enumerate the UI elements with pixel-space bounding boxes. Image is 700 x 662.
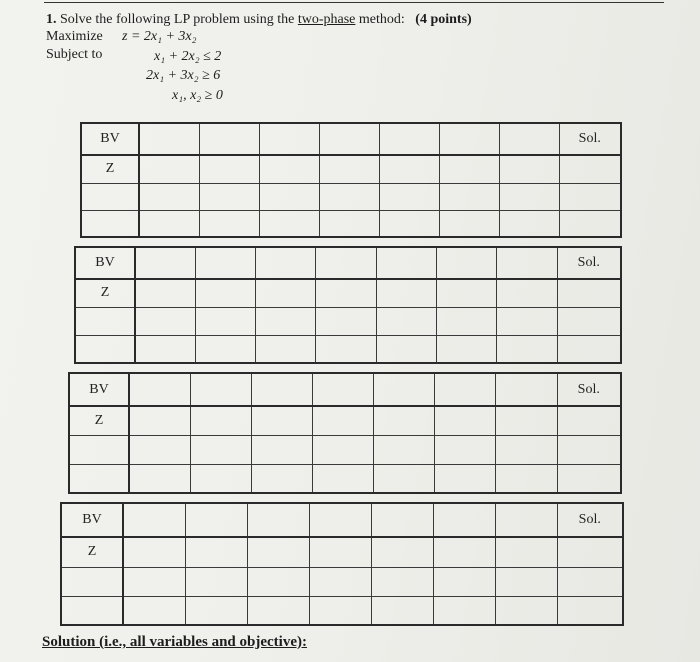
tableau-cell[interactable] xyxy=(497,307,557,335)
tableau-cell[interactable] xyxy=(195,279,255,307)
tableau-cell[interactable] xyxy=(139,123,199,155)
tableau-cell[interactable] xyxy=(374,373,435,406)
top-rule xyxy=(44,2,664,3)
basic-variable-cell[interactable] xyxy=(75,335,135,363)
basic-variable-cell[interactable] xyxy=(61,567,123,596)
tableau-cell[interactable] xyxy=(319,155,379,183)
tableau-cell[interactable] xyxy=(557,406,621,435)
tableau-cell[interactable] xyxy=(123,537,185,567)
sol-header: Sol. xyxy=(557,373,621,406)
bv-header: BV xyxy=(81,123,139,155)
tableau-cell[interactable] xyxy=(435,406,496,435)
tableau-cell[interactable] xyxy=(316,307,376,335)
tableau-cell[interactable] xyxy=(497,247,557,279)
tableau-cell[interactable] xyxy=(190,435,251,464)
tableau-cell[interactable] xyxy=(433,537,495,567)
tableau-cell[interactable] xyxy=(497,279,557,307)
tableau-cell[interactable] xyxy=(185,567,247,596)
tableau-cell[interactable] xyxy=(190,373,251,406)
method-name: two-phase xyxy=(297,12,356,27)
tableau-cell[interactable] xyxy=(379,183,439,210)
tableau-cell[interactable] xyxy=(559,155,621,183)
tableau-cell[interactable] xyxy=(309,596,371,625)
tableau-cell[interactable] xyxy=(135,279,195,307)
tableau-cell[interactable] xyxy=(247,537,309,567)
tableau-cell[interactable] xyxy=(557,307,621,335)
problem-intro: Solve the following LP problem using the xyxy=(60,12,295,27)
tableau-cell[interactable] xyxy=(499,123,559,155)
tableau-cell[interactable] xyxy=(371,503,433,537)
tableau-cell[interactable] xyxy=(495,503,557,537)
tableau-cell[interactable] xyxy=(139,210,199,237)
tableau-cell[interactable] xyxy=(435,464,496,493)
tableau-cell[interactable] xyxy=(135,307,195,335)
tableau-cell[interactable] xyxy=(374,406,435,435)
z-row-label: Z xyxy=(69,406,129,435)
tableau-cell[interactable] xyxy=(371,567,433,596)
tableau-cell[interactable] xyxy=(499,210,559,237)
tableau-cell[interactable] xyxy=(435,373,496,406)
tableau-cell[interactable] xyxy=(495,567,557,596)
tableau-cell[interactable] xyxy=(251,373,312,406)
tableau-cell[interactable] xyxy=(185,596,247,625)
simplex-tableau-3 xyxy=(68,372,622,494)
problem-intro-end: method: xyxy=(358,12,405,27)
tableau-cell[interactable] xyxy=(557,279,621,307)
tableau-cell[interactable] xyxy=(433,567,495,596)
tableau-cell[interactable] xyxy=(496,435,557,464)
tableau-cell[interactable] xyxy=(195,247,255,279)
tableau-cell[interactable] xyxy=(199,210,259,237)
tableau-cell[interactable] xyxy=(259,155,319,183)
tableau-cell[interactable] xyxy=(371,596,433,625)
subject-to-label: Subject to xyxy=(46,47,103,62)
tableau-cell[interactable] xyxy=(195,307,255,335)
simplex-tableau-2 xyxy=(74,246,622,364)
tableau-cell[interactable] xyxy=(251,435,312,464)
tableau-cell[interactable] xyxy=(316,279,376,307)
sol-header: Sol. xyxy=(557,247,621,279)
tableau-cell[interactable] xyxy=(557,567,623,596)
maximize-label: Maximize xyxy=(46,29,103,44)
tableau-cell[interactable] xyxy=(499,155,559,183)
z-row-label: Z xyxy=(61,537,123,567)
tableau-cell[interactable] xyxy=(256,307,316,335)
solution-prompt: Solution (i.e., all variables and objective): xyxy=(42,634,307,650)
tableau-cell[interactable] xyxy=(559,210,621,237)
tableau-cell[interactable] xyxy=(316,335,376,363)
tableau-cell[interactable] xyxy=(376,307,436,335)
tableau-cell[interactable] xyxy=(376,247,436,279)
tableau-cell[interactable] xyxy=(309,503,371,537)
tableau-cell[interactable] xyxy=(129,464,190,493)
tableau-cell[interactable] xyxy=(135,335,195,363)
tableau-cell[interactable] xyxy=(312,373,373,406)
tableau-cell[interactable] xyxy=(185,537,247,567)
constraint-1: x₁ + 2x₂ ≤ 2 xyxy=(154,49,222,64)
tableau-cell[interactable] xyxy=(129,406,190,435)
basic-variable-cell[interactable] xyxy=(69,435,129,464)
tableau-cell[interactable] xyxy=(433,596,495,625)
tableau-cell[interactable] xyxy=(256,279,316,307)
tableau-cell[interactable] xyxy=(199,183,259,210)
problem-number: 1. xyxy=(46,12,57,27)
basic-variable-cell[interactable] xyxy=(81,210,139,237)
tableau-cell[interactable] xyxy=(123,503,185,537)
tableau-cell[interactable] xyxy=(557,464,621,493)
tableau-cell[interactable] xyxy=(374,435,435,464)
tableau-cell[interactable] xyxy=(319,183,379,210)
tableau-cell[interactable] xyxy=(495,596,557,625)
tableau-cell[interactable] xyxy=(379,123,439,155)
simplex-tableau-4 xyxy=(60,502,624,626)
tableau-cell[interactable] xyxy=(439,210,499,237)
tableau-cell[interactable] xyxy=(195,335,255,363)
tableau-cell[interactable] xyxy=(376,279,436,307)
tableau-cell[interactable] xyxy=(436,307,496,335)
tableau-cell[interactable] xyxy=(139,183,199,210)
tableau-cell[interactable] xyxy=(247,503,309,537)
tableau-cell[interactable] xyxy=(251,464,312,493)
tableau-cell[interactable] xyxy=(439,155,499,183)
tableau-cell[interactable] xyxy=(251,406,312,435)
basic-variable-cell[interactable] xyxy=(75,307,135,335)
basic-variable-cell[interactable] xyxy=(81,183,139,210)
tableau-cell[interactable] xyxy=(129,435,190,464)
bv-header: BV xyxy=(61,503,123,537)
tableau-cell[interactable] xyxy=(316,247,376,279)
tableau-cell[interactable] xyxy=(557,335,621,363)
tableau-cell[interactable] xyxy=(436,279,496,307)
tableau-cell[interactable] xyxy=(247,567,309,596)
tableau-cell[interactable] xyxy=(185,503,247,537)
tableau-cell[interactable] xyxy=(439,183,499,210)
tableau-cell[interactable] xyxy=(319,123,379,155)
nonnegativity-constraint: x₁, x₂ ≥ 0 xyxy=(172,88,223,103)
bv-header: BV xyxy=(69,373,129,406)
tableau-cell[interactable] xyxy=(199,123,259,155)
tableau-cell[interactable] xyxy=(259,210,319,237)
tableau-cell[interactable] xyxy=(379,155,439,183)
tableau-cell[interactable] xyxy=(135,247,195,279)
tableau-cell[interactable] xyxy=(557,596,623,625)
constraint-2: 2x₁ + 3x₂ ≥ 6 xyxy=(146,68,221,83)
tableau-cell[interactable] xyxy=(436,335,496,363)
tableau-cell[interactable] xyxy=(129,373,190,406)
basic-variable-cell[interactable] xyxy=(69,464,129,493)
tableau-cell[interactable] xyxy=(439,123,499,155)
tableau-cell[interactable] xyxy=(496,406,557,435)
tableau-cell[interactable] xyxy=(376,335,436,363)
tableau-cell[interactable] xyxy=(139,155,199,183)
tableau-cell[interactable] xyxy=(557,537,623,567)
tableau-cell[interactable] xyxy=(496,373,557,406)
tableau-cell[interactable] xyxy=(379,210,439,237)
tableau-cell[interactable] xyxy=(190,406,251,435)
tableau-cell[interactable] xyxy=(319,210,379,237)
tableau-cell[interactable] xyxy=(123,596,185,625)
tableau-cell[interactable] xyxy=(374,464,435,493)
tableau-cell[interactable] xyxy=(499,183,559,210)
tableau-cell[interactable] xyxy=(435,435,496,464)
tableau-cell[interactable] xyxy=(495,537,557,567)
z-row-label: Z xyxy=(81,155,139,183)
tableau-cell[interactable] xyxy=(309,567,371,596)
tableau-cell[interactable] xyxy=(557,435,621,464)
z-row-label: Z xyxy=(75,279,135,307)
tableau-cell[interactable] xyxy=(559,183,621,210)
tableau-cell[interactable] xyxy=(309,537,371,567)
sol-header: Sol. xyxy=(557,503,623,537)
tableau-cell[interactable] xyxy=(123,567,185,596)
tableau-cell[interactable] xyxy=(497,335,557,363)
tableau-cell[interactable] xyxy=(259,183,319,210)
tableau-cell[interactable] xyxy=(433,503,495,537)
tableau-cell[interactable] xyxy=(312,406,373,435)
bv-header: BV xyxy=(75,247,135,279)
objective-function: z = 2x₁ + 3x₂ xyxy=(122,29,197,44)
tableau-cell[interactable] xyxy=(190,464,251,493)
tableau-cell[interactable] xyxy=(312,464,373,493)
tableau-cell[interactable] xyxy=(247,596,309,625)
tableau-cell[interactable] xyxy=(256,247,316,279)
tableau-cell[interactable] xyxy=(259,123,319,155)
tableau-cell[interactable] xyxy=(371,537,433,567)
tableau-cell[interactable] xyxy=(199,155,259,183)
tableau-cell[interactable] xyxy=(496,464,557,493)
basic-variable-cell[interactable] xyxy=(61,596,123,625)
points-label: (4 points) xyxy=(415,12,472,27)
simplex-tableau-1 xyxy=(80,122,622,238)
tableau-cell[interactable] xyxy=(256,335,316,363)
sol-header: Sol. xyxy=(559,123,621,155)
tableau-cell[interactable] xyxy=(312,435,373,464)
tableau-cell[interactable] xyxy=(436,247,496,279)
